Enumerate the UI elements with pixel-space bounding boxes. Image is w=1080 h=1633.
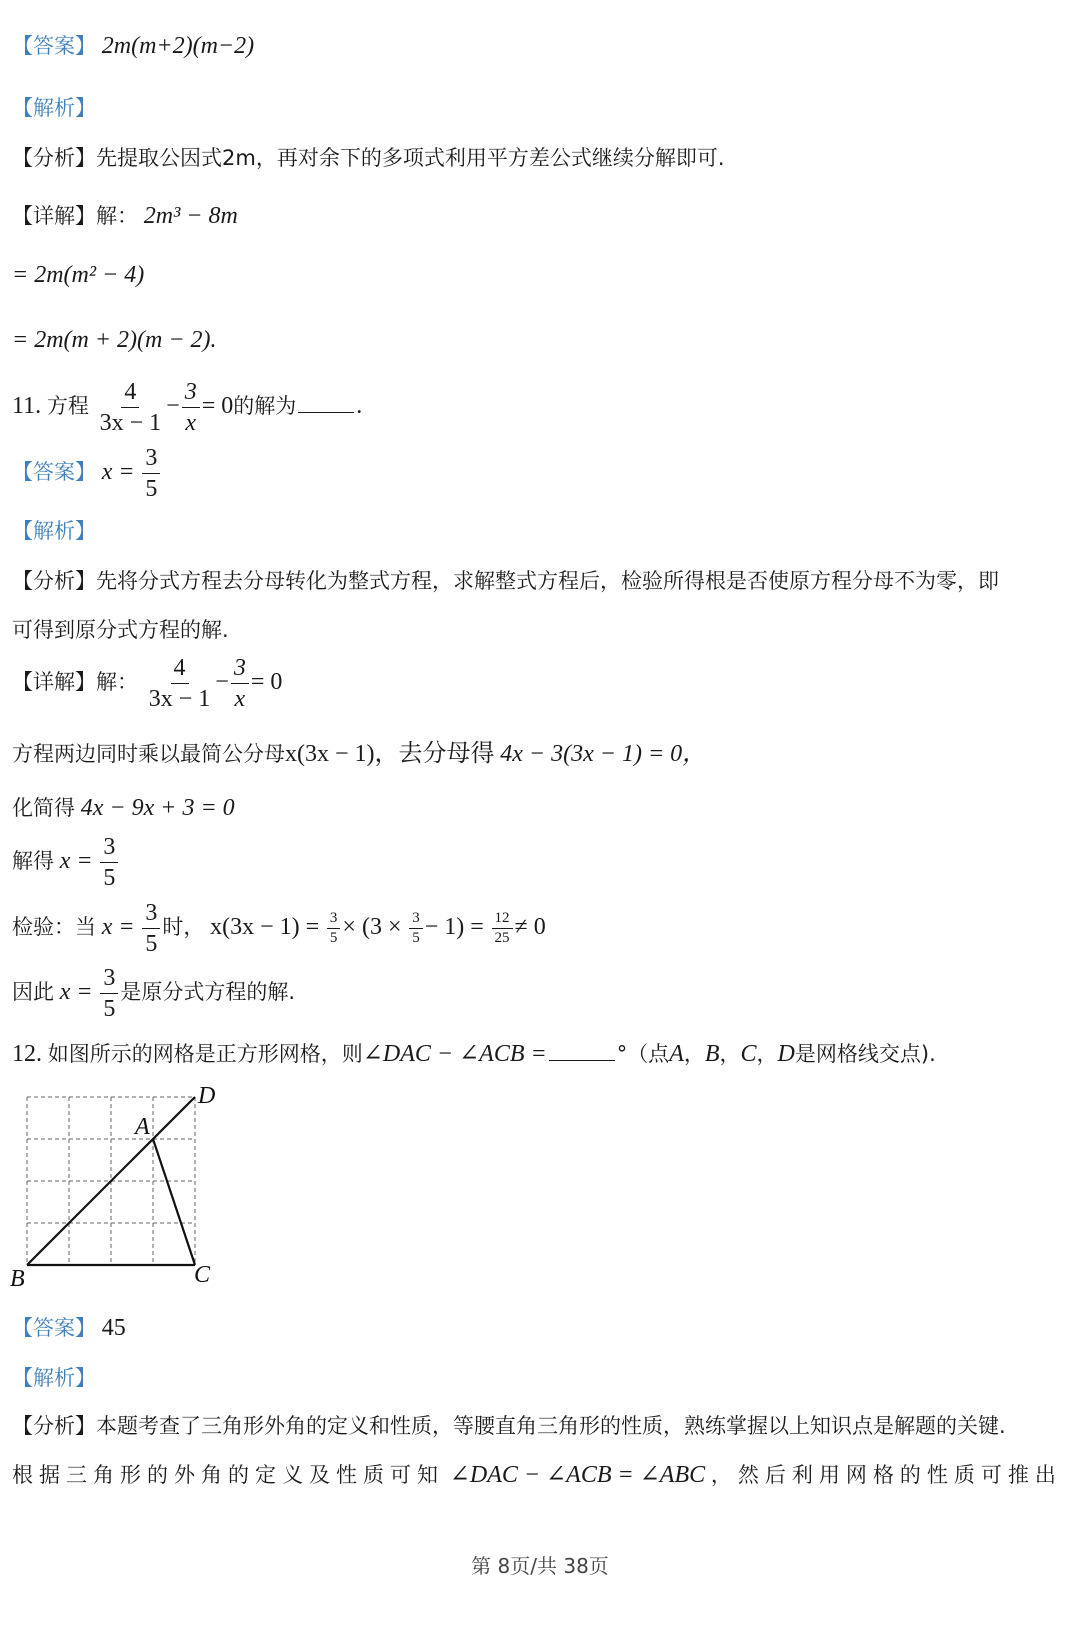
shi-text: 时，	[162, 914, 205, 939]
analysis-tag: 【解析】	[12, 519, 96, 543]
fraction-numerator: 3	[100, 963, 118, 994]
fraction-denominator: 5	[145, 931, 158, 957]
small-fraction	[327, 909, 341, 948]
check-expr-a: x(3x − 1) =	[210, 913, 320, 940]
q11-fraction-2	[231, 653, 249, 714]
q10-step1-line	[12, 262, 144, 289]
step-text: 因此	[12, 979, 54, 1004]
q12-stem-end: 是网格线交点).	[794, 1042, 936, 1066]
period: .	[356, 392, 363, 419]
answer-tag: 【答案】	[12, 34, 96, 58]
q12-analysis-heading	[12, 1362, 96, 1392]
q11-stem	[12, 377, 362, 438]
result-fraction	[492, 909, 513, 948]
q12-stem	[12, 1038, 936, 1068]
fraction-denominator: 5	[412, 930, 420, 946]
small-fraction	[409, 909, 423, 948]
fraction-numerator: 4	[171, 653, 189, 684]
grid-figure	[0, 1080, 240, 1295]
fraction-numerator: 4	[121, 377, 139, 408]
fraction-denominator: 3x − 1	[99, 410, 162, 436]
q11-answer-line	[12, 443, 162, 504]
step-text: 化简得	[12, 796, 75, 820]
q11-analysis-heading	[12, 515, 96, 545]
fraction-denominator: 25	[494, 930, 510, 946]
step-lhs: x =	[59, 847, 93, 874]
point-C-text: C	[740, 1041, 757, 1067]
fraction-denominator: 3x − 1	[148, 686, 211, 712]
comma: ，	[756, 1042, 778, 1066]
q12-fenxi-line2	[12, 1459, 1062, 1489]
fenxi-tag: 【分析】	[12, 1414, 96, 1438]
label-D: D	[198, 1083, 216, 1109]
step-fraction	[100, 832, 118, 893]
fraction-numerator: 3	[100, 832, 118, 863]
step-suffix: 是原分式方程的解.	[120, 979, 296, 1004]
fenxi-text: 先提取公因式2m，再对余下的多项式利用平方差公式继续分解即可.	[96, 146, 725, 170]
q11-xiangjie-line	[12, 653, 282, 714]
q10-xiangjie-line	[12, 200, 238, 230]
q10-step2: = 2m(m + 2)(m − 2).	[12, 327, 217, 353]
comma: ，	[683, 1042, 705, 1066]
answer-lhs: x =	[101, 458, 135, 485]
equals-zero: = 0	[250, 668, 283, 695]
not-equal-zero: ≠ 0	[514, 913, 546, 940]
answer-blank	[549, 1060, 615, 1061]
answer-fraction	[142, 443, 160, 504]
minus-sign: −	[215, 668, 229, 695]
q10-step1: = 2m(m² − 4)	[12, 262, 145, 288]
check-expr-b: × (3 ×	[342, 913, 402, 940]
q11-stem-suffix: 的解为	[233, 393, 297, 418]
q11-fraction-1	[97, 377, 165, 438]
fenxi-expr: ∠DAC − ∠ACB = ∠ABC	[449, 1462, 706, 1488]
q12-stem-prefix: 如图所示的网格是正方形网格，则	[47, 1042, 363, 1066]
fraction-numerator: 3	[142, 443, 160, 474]
answer-value: 45	[101, 1315, 126, 1341]
page-footer: 第 8页/共 38页	[471, 1554, 609, 1578]
step-result: 4x − 3(3x − 1) = 0，	[500, 741, 707, 767]
fraction-numerator: 3	[182, 377, 200, 408]
fraction-denominator: x	[234, 686, 246, 712]
point-B-text: B	[704, 1041, 720, 1067]
q10-fenxi-line	[12, 142, 725, 172]
q12-stem-suffix: °（点	[616, 1042, 670, 1066]
fraction-numerator: 3	[327, 909, 341, 929]
xiangjie-tag: 【详解】	[12, 669, 96, 694]
step-expr: x(3x − 1)，去分母得	[285, 741, 495, 767]
step-text: 检验：当	[12, 914, 96, 939]
check-expr-c: − 1) =	[424, 913, 484, 940]
fenxi-text-b: ，然后利用网格的性质可推出	[710, 1463, 1062, 1487]
segment-AC	[153, 1139, 195, 1265]
analysis-tag: 【解析】	[12, 96, 96, 120]
fenxi-text: 先将分式方程去分母转化为整式方程，求解整式方程后，检验所得根是否使原方程分母不为零，即	[96, 569, 999, 593]
fraction-numerator: 3	[231, 653, 249, 684]
step-expr: 4x − 9x + 3 = 0	[80, 795, 235, 821]
point-D-text: D	[777, 1041, 795, 1067]
step-text: 解得	[12, 848, 54, 873]
step-text: 方程两边同时乘以最简公分母	[12, 742, 285, 766]
fraction-numerator: 12	[492, 909, 513, 929]
q10-step2-line	[12, 327, 217, 354]
fenxi-text-cont: 可得到原分式方程的解.	[12, 618, 229, 642]
equals-zero: = 0	[201, 392, 234, 419]
minus-sign: −	[166, 392, 180, 419]
fraction-denominator: 5	[145, 476, 158, 502]
q11-fenxi-line1	[12, 565, 999, 595]
q12-fenxi-line1	[12, 1410, 1006, 1440]
point-A-text: A	[669, 1041, 684, 1067]
fraction-denominator: 5	[329, 930, 338, 946]
fraction-numerator: 3	[142, 898, 160, 929]
answer-tag: 【答案】	[12, 459, 96, 484]
q11-stem-prefix: 方程	[46, 393, 89, 418]
q12-answer-line	[12, 1312, 126, 1342]
q11-step2-line	[12, 792, 235, 822]
answer-expression: 2m(m+2)(m−2)	[101, 33, 255, 59]
q11-step4-line	[12, 898, 546, 959]
step-lhs: x =	[59, 978, 93, 1005]
fraction-denominator: x	[185, 410, 197, 436]
fraction-denominator: 5	[103, 865, 116, 891]
step-lhs: x =	[101, 913, 135, 940]
q11-fenxi-line2	[12, 614, 229, 644]
analysis-tag: 【解析】	[12, 1366, 96, 1390]
answer-tag: 【答案】	[12, 1316, 96, 1340]
step-fraction	[100, 963, 118, 1024]
question-number: 11.	[12, 392, 42, 419]
q10-analysis-heading	[12, 92, 96, 122]
q11-step1-line	[12, 733, 706, 768]
q11-fraction-1	[146, 653, 214, 714]
q11-step5-line	[12, 963, 295, 1024]
fenxi-tag: 【分析】	[12, 146, 96, 170]
label-A: A	[135, 1114, 150, 1140]
q10-step0: 2m³ − 8m	[143, 203, 238, 229]
step-fraction	[142, 898, 160, 959]
fraction-numerator: 3	[409, 909, 423, 929]
jie-label: 解：	[96, 669, 138, 694]
fenxi-text: 本题考查了三角形外角的定义和性质，等腰直角三角形的性质，熟练掌握以上知识点是解题的关键.	[96, 1414, 1006, 1438]
q10-answer-line	[12, 30, 254, 60]
q11-fraction-2	[182, 377, 200, 438]
fenxi-text-a: 根据三角形的外角的定义及性质可知	[12, 1463, 444, 1487]
fraction-denominator: 5	[103, 996, 116, 1022]
jie-label: 解：	[96, 204, 138, 228]
answer-blank	[298, 412, 354, 413]
q12-stem-expr: ∠DAC − ∠ACB =	[362, 1041, 547, 1067]
comma: ，	[719, 1042, 741, 1066]
question-number: 12.	[12, 1041, 42, 1067]
label-B: B	[10, 1266, 25, 1292]
label-C: C	[194, 1262, 211, 1288]
q11-step3-line	[12, 832, 120, 893]
fenxi-tag: 【分析】	[12, 569, 96, 593]
xiangjie-tag: 【详解】	[12, 204, 96, 228]
